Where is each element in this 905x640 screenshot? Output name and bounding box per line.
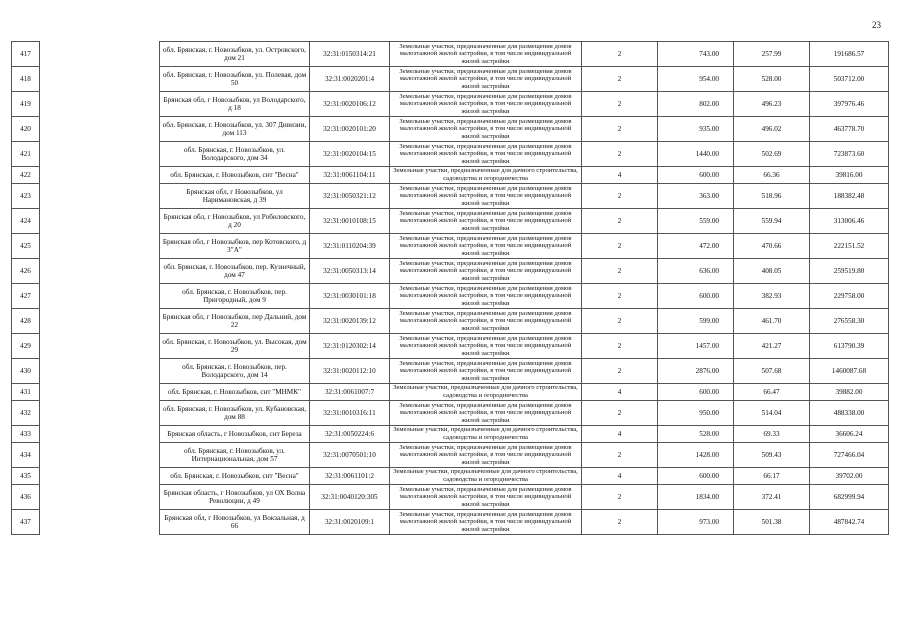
cadastral-value-cell: 1460087.68	[810, 359, 889, 384]
cadastral-value-cell: 723873.60	[810, 142, 889, 167]
table-row	[12, 443, 889, 468]
cadastral-number-cell: 32:31:0120302:14	[310, 334, 390, 359]
cadastral-value-cell: 613790.39	[810, 334, 889, 359]
address-cell: обл. Брянская, г. Новозыбков, ул. Интернациональная, дом 57	[160, 443, 310, 468]
group-cell: 2	[582, 334, 658, 359]
spacer-cell	[40, 284, 160, 309]
address-cell: Брянская область, г Новозыбков, снт Береза	[160, 426, 310, 443]
spacer-cell	[40, 401, 160, 426]
cadastral-value-cell: 39702.00	[810, 468, 889, 485]
table-row	[12, 117, 889, 142]
address-cell: обл. Брянская, г. Новозыбков, пер. Кузнечный, дом 47	[160, 259, 310, 284]
group-cell: 2	[582, 443, 658, 468]
address-cell: обл. Брянская, г. Новозыбков, ул. 307 Дивизии, дом 113	[160, 117, 310, 142]
row-number-cell: 428	[12, 309, 40, 334]
area-cell: 559.00	[658, 209, 734, 234]
specific-value-cell: 372.41	[734, 485, 810, 510]
area-cell: 935.00	[658, 117, 734, 142]
specific-value-cell: 66.47	[734, 384, 810, 401]
specific-value-cell: 502.69	[734, 142, 810, 167]
table-row	[12, 468, 889, 485]
group-cell: 2	[582, 284, 658, 309]
land-use-cell: Земельные участки, предназначенные для размещения домов малоэтажной жилой застройки, в том числе индивидуальной жилой застройки	[390, 359, 582, 384]
specific-value-cell: 421.27	[734, 334, 810, 359]
cadastral-value-cell: 259519.80	[810, 259, 889, 284]
land-use-cell: Земельные участки, предназначенные для размещения домов малоэтажной жилой застройки, в том числе индивидуальной жилой застройки	[390, 142, 582, 167]
specific-value-cell: 507.68	[734, 359, 810, 384]
group-cell: 2	[582, 117, 658, 142]
address-cell: Брянская обл, г Новозыбков, пер Дальний, дом 22	[160, 309, 310, 334]
cadastral-value-cell: 191686.57	[810, 42, 889, 67]
area-cell: 599.00	[658, 309, 734, 334]
land-use-cell: Земельные участки, предназначенные для размещения домов малоэтажной жилой застройки, в том числе индивидуальной жилой застройки	[390, 184, 582, 209]
row-number-cell: 427	[12, 284, 40, 309]
cadastral-number-cell: 32:31:0070501:10	[310, 443, 390, 468]
cadastral-number-cell: 32:31:0061101:2	[310, 468, 390, 485]
cadastral-number-cell: 32:31:0010108:15	[310, 209, 390, 234]
land-use-cell: Земельные участки, предназначенные для размещения домов малоэтажной жилой застройки, в том числе индивидуальной жилой застройки	[390, 259, 582, 284]
land-use-cell: Земельные участки, предназначенные для размещения домов малоэтажной жилой застройки, в том числе индивидуальной жилой застройки	[390, 92, 582, 117]
area-cell: 636.00	[658, 259, 734, 284]
row-number-cell: 421	[12, 142, 40, 167]
cadastral-value-cell: 463778.70	[810, 117, 889, 142]
address-cell: обл. Брянская, г. Новозыбков, снт "Весна"	[160, 167, 310, 184]
land-use-cell: Земельные участки, предназначенные для дачного строительства, садоводства и огородничества	[390, 468, 582, 485]
cadastral-number-cell: 32:31:0020139:12	[310, 309, 390, 334]
land-use-cell: Земельные участки, предназначенные для дачного строительства, садоводства и огородничества	[390, 167, 582, 184]
cadastral-value-cell: 222151.52	[810, 234, 889, 259]
group-cell: 2	[582, 42, 658, 67]
address-cell: обл. Брянская, г. Новозыбков, ул. Высокая, дом 29	[160, 334, 310, 359]
specific-value-cell: 496.23	[734, 92, 810, 117]
area-cell: 802.00	[658, 92, 734, 117]
row-number-cell: 420	[12, 117, 40, 142]
spacer-cell	[40, 234, 160, 259]
address-cell: обл. Брянская, г. Новозыбков, ул. Полевая, дом 50	[160, 67, 310, 92]
group-cell: 4	[582, 167, 658, 184]
specific-value-cell: 514.04	[734, 401, 810, 426]
cadastral-number-cell: 32:31:0040120:305	[310, 485, 390, 510]
cadastral-number-cell: 32:31:0061007:7	[310, 384, 390, 401]
spacer-cell	[40, 167, 160, 184]
specific-value-cell: 382.93	[734, 284, 810, 309]
area-cell: 600.00	[658, 284, 734, 309]
cadastral-number-cell: 32:31:0030101:18	[310, 284, 390, 309]
spacer-cell	[40, 485, 160, 510]
group-cell: 2	[582, 92, 658, 117]
table-row	[12, 485, 889, 510]
specific-value-cell: 496.02	[734, 117, 810, 142]
area-cell: 600.00	[658, 167, 734, 184]
spacer-cell	[40, 259, 160, 284]
area-cell: 1428.00	[658, 443, 734, 468]
spacer-cell	[40, 184, 160, 209]
cadastral-value-cell: 276558.30	[810, 309, 889, 334]
cadastral-value-cell: 36606.24	[810, 426, 889, 443]
specific-value-cell: 528.00	[734, 67, 810, 92]
cadastral-value-cell: 313006.46	[810, 209, 889, 234]
land-use-cell: Земельные участки, предназначенные для размещения домов малоэтажной жилой застройки, в том числе индивидуальной жилой застройки	[390, 67, 582, 92]
area-cell: 973.00	[658, 510, 734, 535]
row-number-cell: 436	[12, 485, 40, 510]
specific-value-cell: 509.43	[734, 443, 810, 468]
specific-value-cell: 518.96	[734, 184, 810, 209]
group-cell: 2	[582, 510, 658, 535]
table-row	[12, 142, 889, 167]
cadastral-number-cell: 32:31:0020109:1	[310, 510, 390, 535]
group-cell: 2	[582, 359, 658, 384]
land-use-cell: Земельные участки, предназначенные для размещения домов малоэтажной жилой застройки, в том числе индивидуальной жилой застройки	[390, 334, 582, 359]
table-row	[12, 510, 889, 535]
land-use-cell: Земельные участки, предназначенные для размещения домов малоэтажной жилой застройки, в том числе индивидуальной жилой застройки	[390, 234, 582, 259]
area-cell: 743.00	[658, 42, 734, 67]
spacer-cell	[40, 42, 160, 67]
row-number-cell: 423	[12, 184, 40, 209]
row-number-cell: 433	[12, 426, 40, 443]
cadastral-number-cell: 32:31:0020106:12	[310, 92, 390, 117]
specific-value-cell: 470.66	[734, 234, 810, 259]
table-row	[12, 384, 889, 401]
cadastral-value-cell: 682999.94	[810, 485, 889, 510]
land-use-cell: Земельные участки, предназначенные для размещения домов малоэтажной жилой застройки, в том числе индивидуальной жилой застройки	[390, 284, 582, 309]
cadastral-value-cell: 397976.46	[810, 92, 889, 117]
address-cell: обл. Брянская, г. Новозыбков, снт "МНМК"	[160, 384, 310, 401]
cadastral-value-cell: 503712.00	[810, 67, 889, 92]
cadastral-number-cell: 32:31:0061104:11	[310, 167, 390, 184]
cadastral-number-cell: 32:31:0020101:20	[310, 117, 390, 142]
specific-value-cell: 461.70	[734, 309, 810, 334]
table-body	[12, 42, 889, 535]
cadastral-number-cell: 32:31:0050321:12	[310, 184, 390, 209]
group-cell: 2	[582, 142, 658, 167]
table-row	[12, 259, 889, 284]
group-cell: 2	[582, 209, 658, 234]
area-cell: 600.00	[658, 468, 734, 485]
row-number-cell: 424	[12, 209, 40, 234]
land-use-cell: Земельные участки, предназначенные для размещения домов малоэтажной жилой застройки, в том числе индивидуальной жилой застройки	[390, 42, 582, 67]
spacer-cell	[40, 359, 160, 384]
row-number-cell: 437	[12, 510, 40, 535]
spacer-cell	[40, 92, 160, 117]
address-cell: Брянская обл, г Новозыбков, ул Наримановская, д 39	[160, 184, 310, 209]
cadastral-number-cell: 32:31:0050224:6	[310, 426, 390, 443]
group-cell: 4	[582, 384, 658, 401]
cadastral-number-cell: 32:31:0110204:39	[310, 234, 390, 259]
table-row	[12, 42, 889, 67]
address-cell: Брянская область, г Новозыбков, ул ОХ Волна Революции, д 49	[160, 485, 310, 510]
land-use-cell: Земельные участки, предназначенные для размещения домов малоэтажной жилой застройки, в том числе индивидуальной жилой застройки	[390, 510, 582, 535]
group-cell: 2	[582, 309, 658, 334]
specific-value-cell: 69.33	[734, 426, 810, 443]
row-number-cell: 429	[12, 334, 40, 359]
spacer-cell	[40, 67, 160, 92]
row-number-cell: 417	[12, 42, 40, 67]
table-row	[12, 167, 889, 184]
cadastral-value-cell: 487842.74	[810, 510, 889, 535]
area-cell: 472.00	[658, 234, 734, 259]
spacer-cell	[40, 443, 160, 468]
area-cell: 528.00	[658, 426, 734, 443]
group-cell: 4	[582, 426, 658, 443]
table-row	[12, 401, 889, 426]
land-use-cell: Земельные участки, предназначенные для размещения домов малоэтажной жилой застройки, в том числе индивидуальной жилой застройки	[390, 117, 582, 142]
table-row	[12, 309, 889, 334]
cadastral-value-cell: 229758.00	[810, 284, 889, 309]
cadastral-value-cell: 488338.00	[810, 401, 889, 426]
land-use-cell: Земельные участки, предназначенные для дачного строительства, садоводства и огородничества	[390, 426, 582, 443]
area-cell: 954.00	[658, 67, 734, 92]
land-use-cell: Земельные участки, предназначенные для размещения домов малоэтажной жилой застройки, в том числе индивидуальной жилой застройки	[390, 309, 582, 334]
cadastral-value-cell: 188382.48	[810, 184, 889, 209]
row-number-cell: 432	[12, 401, 40, 426]
cadastral-number-cell: 32:31:0050313:14	[310, 259, 390, 284]
land-use-cell: Земельные участки, предназначенные для размещения домов малоэтажной жилой застройки, в том числе индивидуальной жилой застройки	[390, 209, 582, 234]
group-cell: 2	[582, 234, 658, 259]
table-row	[12, 92, 889, 117]
row-number-cell: 431	[12, 384, 40, 401]
group-cell: 4	[582, 468, 658, 485]
spacer-cell	[40, 309, 160, 334]
address-cell: Брянская обл, г Новозыбков, ул Вокзальная, д 66	[160, 510, 310, 535]
cadastral-number-cell: 32:31:0150314:21	[310, 42, 390, 67]
address-cell: Брянская обл, г Новозыбков, ул Робиловского, д 20	[160, 209, 310, 234]
specific-value-cell: 408.05	[734, 259, 810, 284]
row-number-cell: 418	[12, 67, 40, 92]
table-row	[12, 67, 889, 92]
area-cell: 363.00	[658, 184, 734, 209]
cadastral-value-cell: 727466.04	[810, 443, 889, 468]
spacer-cell	[40, 426, 160, 443]
land-use-cell: Земельные участки, предназначенные для размещения домов малоэтажной жилой застройки, в том числе индивидуальной жилой застройки	[390, 443, 582, 468]
address-cell: обл. Брянская, г. Новозыбков, пер. Володарского, дом 14	[160, 359, 310, 384]
specific-value-cell: 501.38	[734, 510, 810, 535]
table-row	[12, 234, 889, 259]
spacer-cell	[40, 209, 160, 234]
area-cell: 1457.00	[658, 334, 734, 359]
page-number: 23	[872, 20, 881, 30]
row-number-cell: 434	[12, 443, 40, 468]
spacer-cell	[40, 334, 160, 359]
area-cell: 950.00	[658, 401, 734, 426]
address-cell: обл. Брянская, г. Новозыбков, ул. Володарского, дом 34	[160, 142, 310, 167]
land-plots-table	[11, 41, 889, 535]
group-cell: 2	[582, 485, 658, 510]
spacer-cell	[40, 117, 160, 142]
address-cell: обл. Брянская, г. Новозыбков, пер. Пригородный, дом 9	[160, 284, 310, 309]
group-cell: 2	[582, 259, 658, 284]
land-use-cell: Земельные участки, предназначенные для дачного строительства, садоводства и огородничества	[390, 384, 582, 401]
table-row	[12, 209, 889, 234]
spacer-cell	[40, 468, 160, 485]
specific-value-cell: 559.94	[734, 209, 810, 234]
spacer-cell	[40, 142, 160, 167]
table-row	[12, 359, 889, 384]
table-row	[12, 334, 889, 359]
land-use-cell: Земельные участки, предназначенные для размещения домов малоэтажной жилой застройки, в том числе индивидуальной жилой застройки	[390, 485, 582, 510]
area-cell: 600.00	[658, 384, 734, 401]
specific-value-cell: 66.36	[734, 167, 810, 184]
cadastral-value-cell: 39816.00	[810, 167, 889, 184]
specific-value-cell: 66.17	[734, 468, 810, 485]
land-use-cell: Земельные участки, предназначенные для размещения домов малоэтажной жилой застройки, в том числе индивидуальной жилой застройки	[390, 401, 582, 426]
cadastral-number-cell: 32:31:0020112:10	[310, 359, 390, 384]
spacer-cell	[40, 384, 160, 401]
address-cell: обл. Брянская, г. Новозыбков, снт "Весна"	[160, 468, 310, 485]
cadastral-number-cell: 32:31:0020104:15	[310, 142, 390, 167]
cadastral-value-cell: 39882.00	[810, 384, 889, 401]
table-row	[12, 426, 889, 443]
row-number-cell: 419	[12, 92, 40, 117]
row-number-cell: 430	[12, 359, 40, 384]
row-number-cell: 422	[12, 167, 40, 184]
area-cell: 1440.00	[658, 142, 734, 167]
group-cell: 2	[582, 184, 658, 209]
address-cell: Брянская обл, г Новозыбков, ул Володарского, д 18	[160, 92, 310, 117]
area-cell: 2876.00	[658, 359, 734, 384]
row-number-cell: 425	[12, 234, 40, 259]
area-cell: 1834.00	[658, 485, 734, 510]
address-cell: Брянская обл, г Новозыбков, пер Котовского, д 3"А"	[160, 234, 310, 259]
group-cell: 2	[582, 67, 658, 92]
row-number-cell: 426	[12, 259, 40, 284]
specific-value-cell: 257.99	[734, 42, 810, 67]
table-row	[12, 184, 889, 209]
table-row	[12, 284, 889, 309]
group-cell: 2	[582, 401, 658, 426]
address-cell: обл. Брянская, г. Новозыбков, ул. Островского, дом 21	[160, 42, 310, 67]
cadastral-number-cell: 32:31:0010316:11	[310, 401, 390, 426]
spacer-cell	[40, 510, 160, 535]
row-number-cell: 435	[12, 468, 40, 485]
address-cell: обл. Брянская, г. Новозыбков, ул. Кубановская, дом 88	[160, 401, 310, 426]
cadastral-number-cell: 32:31:0020201:4	[310, 67, 390, 92]
